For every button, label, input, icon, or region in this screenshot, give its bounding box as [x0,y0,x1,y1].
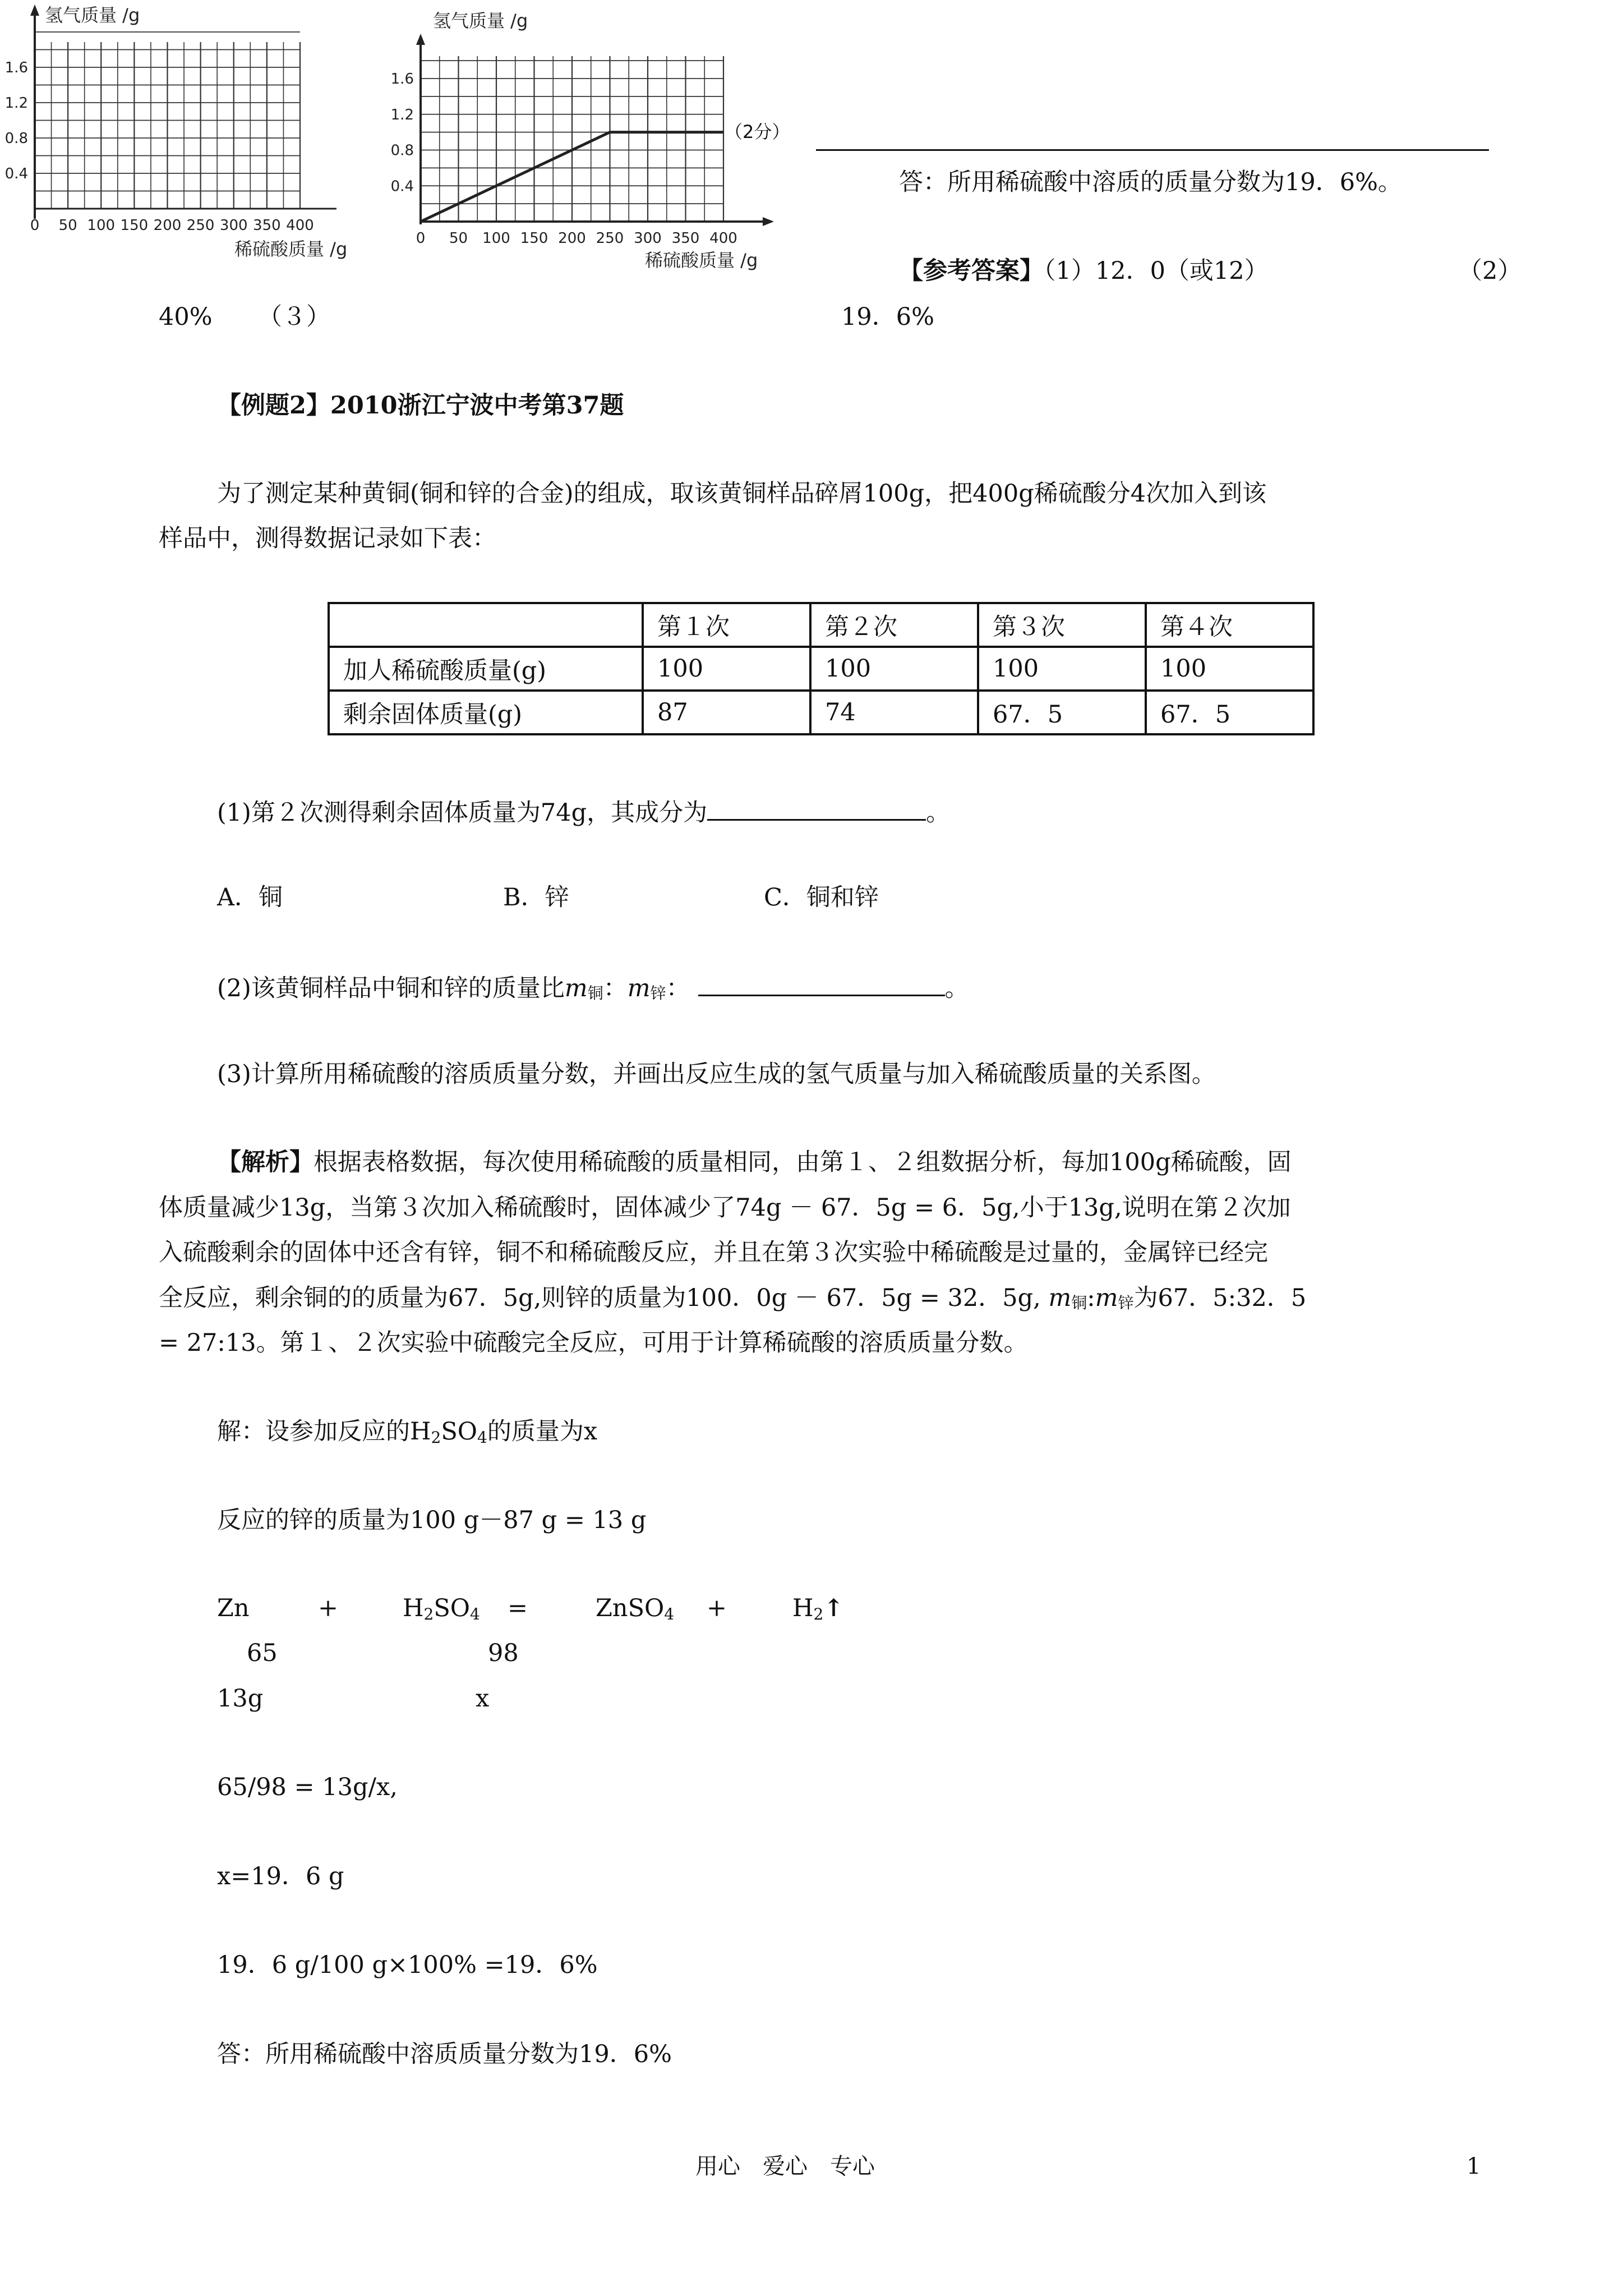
chart-left-x-tick: 200 [153,217,182,234]
chart-right-y-ticks [391,71,414,195]
table-cell: 67．5 [978,691,1146,734]
chart-left-y-arrow [30,4,39,16]
question-3: (3)计算所用稀硫酸的溶质质量分数，并画出反应生成的氢气质量与加入稀硫酸质量的关系图。 [217,1060,1216,1088]
equation-so-sub: 4 [470,1605,480,1623]
table-cell: 87 [643,691,810,734]
table-cell: 第２次 [810,603,978,647]
analysis-line-5: = 27:13。第１、２次实验中硫酸完全反应，可用于计算稀硫酸的溶质质量分数。 [159,1329,1028,1357]
chart-left-y-tick: 1.6 [4,59,28,76]
question-1-text: (1)第２次测得剩余固体质量为74g，其成分为 [217,799,708,827]
reference-answer-part3-val: 19．6% [841,303,934,331]
gas-arrow-icon: ↑ [823,1594,844,1622]
analysis-line-2: 体质量减少13g，当第３次加入稀硫酸时，固体减少了74g － 67．5g = 6．5g,小于13g,说明在第２次加 [159,1194,1291,1222]
table-row [329,647,1313,691]
chart-right-y-tick: 1.6 [390,71,414,88]
analysis-line-4 [159,1284,1306,1313]
chart-left-y-ticks [5,59,28,182]
table-cell: 100 [978,647,1146,691]
analysis-label: 【解析】 [217,1148,313,1176]
chart-right-x-tick: 0 [416,230,426,247]
chart-right-x-tick: 100 [482,230,510,247]
example-intro-1: 为了测定某种黄铜(铜和锌的合金)的组成，取该黄铜样品碎屑100g，把400g稀硫酸分4次加入到该 [217,480,1267,508]
analysis-colon: : [1087,1284,1095,1312]
chart-right-note: （2分） [725,121,790,142]
solution-set [217,1418,597,1447]
equation-so: SO [434,1594,471,1622]
table-cell: 100 [1146,647,1313,691]
equation-h: H [403,1594,424,1622]
chart-right-x-tick: 300 [634,230,662,247]
chart-right-ylabel: 氢气质量 /g [433,10,528,31]
question-1-blank[interactable] [707,797,926,821]
chart-left-x-tick: 400 [286,217,314,234]
equation-h2so4 [403,1594,480,1624]
chart-left-x-ticks [30,217,314,234]
equation-h2 [792,1594,843,1624]
solution-set-a: 解：设参加反应的H [217,1418,431,1446]
question-2-sep: ： [603,974,628,1002]
question-2 [217,972,969,1004]
option-a: A．铜 [217,884,283,912]
chart-left-y-tick: 0.8 [4,130,28,147]
analysis-cu: 铜 [1071,1294,1087,1312]
equation-h2-sub: 2 [813,1605,824,1623]
chart-left-x-tick: 250 [186,217,215,234]
solution-set-sub2: 2 [431,1428,441,1447]
table-cell: 第４次 [1146,603,1313,647]
analysis-m: m [1048,1284,1072,1312]
equation-znso-sub: 4 [664,1605,675,1623]
solution-set-sub4: 4 [477,1428,487,1447]
analysis-zn: 锌 [1118,1294,1134,1312]
chart-right-y-tick: 0.8 [390,142,414,159]
reference-answer-part2-val: 40% [159,303,213,331]
equation-mass-zn: 13g [217,1685,264,1713]
table-cell: 74 [810,691,978,734]
equation-plus-1: + [318,1594,339,1622]
chart-right-x-tick: 250 [596,230,624,247]
equation-mass-acid: x [476,1685,490,1713]
chart-left-x-tick: 100 [87,217,116,234]
question-2-text: (2)该黄铜样品中铜和锌的质量比 [217,974,565,1002]
page-number: 1 [1467,2154,1481,2179]
equation-h-sub: 2 [423,1605,434,1623]
solution-percent: 19．6 g/100 g×100% =19．6% [217,1951,598,1979]
chart-right-x-tick: 350 [671,230,700,247]
example-heading [217,392,624,421]
chart-right-y-tick: 0.4 [390,178,414,195]
solution-zinc-mass: 反应的锌的质量为100 g－87 g = 13 g [217,1506,647,1534]
equation-equals: = [508,1594,528,1622]
analysis-text-4: 全反应，剩余铜的的质量为67．5g,则锌的质量为100．0g － 67．5g = 32．5g, [159,1284,1041,1312]
equation-zn: Zn [217,1594,250,1622]
chart-right-y-tick: 1.2 [390,106,414,123]
chart-left-x-tick: 150 [120,217,149,234]
top-answer-rule [816,149,1489,151]
chart-right-x-ticks [416,230,737,247]
chart-left-ylabel: 氢气质量 /g [45,4,140,26]
example-label: 【例题2】 [217,392,330,420]
question-2-cu: 铜 [587,984,603,1002]
question-1-end: 。 [926,799,951,827]
top-answer: 答：所用稀硫酸中溶质的质量分数为19．6%。 [899,168,1402,196]
chart-left-x-tick: 300 [219,217,248,234]
footer-motto: 用心 爱心 专心 [695,2154,875,2179]
question-2-end: 。 [944,974,969,1002]
table-cell: 剩余固体质量(g) [329,691,643,734]
equation-znso: ZnSO [596,1594,665,1622]
analysis-ratio: 为67．5:32．5 [1133,1284,1307,1312]
table-row [329,691,1313,734]
chart-right-x-tick: 200 [558,230,586,247]
question-2-m2: m [627,974,651,1002]
table-cell: 100 [643,647,810,691]
table-row [329,603,1313,647]
chart-left [0,0,359,269]
equation-mr-acid: 98 [488,1639,519,1667]
analysis-line-1 [217,1148,1292,1177]
chart-left-x-tick: 350 [253,217,281,234]
question-2-zn: 锌 [650,984,666,1002]
chart-right-grid [421,56,723,222]
chart-left-x-tick: 0 [30,217,40,234]
reference-answer-label: 【参考答案】 [899,257,1044,285]
chart-left-y-tick: 0.4 [4,165,28,182]
equation-h2-h: H [792,1594,814,1622]
chart-right-x-tick: 150 [520,230,548,247]
equation-znso4 [596,1594,674,1624]
table-cell [329,603,643,647]
chart-left-grid [35,32,300,209]
reference-answer-line1 [899,257,1269,286]
question-2-blank[interactable] [698,972,945,996]
question-1 [217,797,950,828]
solution-set-b: SO [441,1418,478,1446]
question-2-m: m [564,974,588,1002]
table-cell: 67．5 [1146,691,1313,734]
option-c: C．铜和锌 [764,884,879,912]
table-cell: 第１次 [643,603,810,647]
analysis-m2: m [1095,1284,1118,1312]
chart-right-xlabel: 稀硫酸质量 /g [645,250,758,271]
chart-right-y-arrow [416,34,425,45]
reference-answer-part1: （1）12．0（或12） [1044,257,1269,285]
chart-left-xlabel: 稀硫酸质量 /g [234,238,348,260]
solution-ratio: 65/98 = 13g/x, [217,1773,398,1801]
chart-left-y-tick: 1.2 [4,95,28,112]
solution-answer: 答：所用稀硫酸中溶质质量分数为19．6% [217,2040,672,2068]
question-2-colon: ： [666,974,690,1002]
table-cell: 第３次 [978,603,1146,647]
reference-answer-part3-num: （３） [258,303,330,331]
chart-left-x-tick: 50 [58,217,77,234]
table-cell: 100 [810,647,978,691]
table-cell: 加人稀硫酸质量(g) [329,647,643,691]
chart-right-x-arrow [763,217,774,226]
equation-plus-2: + [707,1594,727,1622]
chart-right-x-tick: 400 [709,230,737,247]
analysis-line-3: 入硫酸剩余的固体中还含有锌，铜不和稀硫酸反应，并且在第３次实验中稀硫酸是过量的，金属锌已经完 [159,1239,1268,1267]
reference-answer-part2-num: （2） [1458,257,1522,285]
solution-x-value: x=19．6 g [217,1862,344,1890]
chart-right-x-tick: 50 [449,230,468,247]
solution-set-c: 的质量为x [487,1418,598,1446]
equation-mr-zn: 65 [247,1639,278,1667]
option-b: B．锌 [503,884,569,912]
analysis-text-1: 根据表格数据，每次使用稀硫酸的质量相同，由第１、２组数据分析，每加100g稀硫酸，固 [313,1148,1292,1176]
data-table [328,602,1315,735]
example-title: 2010浙江宁波中考第37题 [330,392,624,420]
example-intro-2: 样品中，测得数据记录如下表： [159,524,496,553]
